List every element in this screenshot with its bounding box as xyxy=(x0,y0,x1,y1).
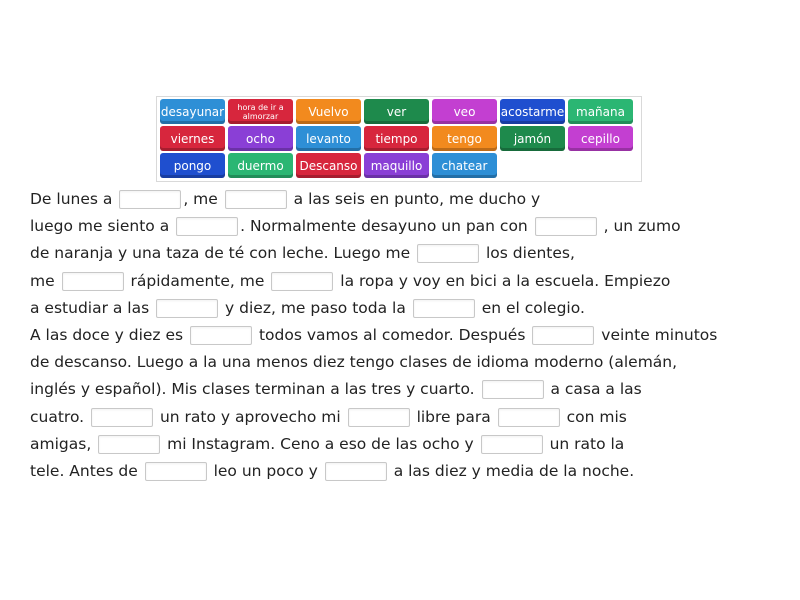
text-segment: veinte minutos xyxy=(596,325,718,344)
word-tile[interactable]: ocho xyxy=(228,126,293,151)
word-tile[interactable]: tengo xyxy=(432,126,497,151)
word-tile[interactable]: cepillo xyxy=(568,126,633,151)
text-segment: y diez, me paso toda la xyxy=(220,298,411,317)
text-segment: de naranja y una taza de té con leche. Luego me xyxy=(30,244,416,263)
answer-blank[interactable] xyxy=(532,326,594,345)
text-line xyxy=(30,458,790,485)
text-segment: un rato y aprovecho mi xyxy=(155,407,346,426)
answer-blank[interactable] xyxy=(482,380,544,399)
text-segment: , me xyxy=(183,190,223,208)
text-segment: a las seis en punto, me ducho y xyxy=(288,190,541,208)
answer-blank[interactable] xyxy=(145,462,207,481)
text-segment: la ropa y voy en bici a la escuela. Empiezo xyxy=(335,271,671,290)
word-tile[interactable]: acostarme xyxy=(500,99,565,124)
text-segment: a las diez y media de la noche. xyxy=(388,461,635,480)
text-line xyxy=(30,213,790,240)
text-segment: amigas, xyxy=(30,434,97,453)
answer-blank[interactable] xyxy=(98,435,160,454)
text-segment: todos vamos al comedor. Después xyxy=(254,325,531,344)
text-segment: me xyxy=(30,271,60,290)
answer-blank[interactable] xyxy=(498,408,560,427)
text-segment: De lunes a xyxy=(30,190,118,208)
text-segment: con mis xyxy=(561,407,627,426)
word-tile[interactable]: tiempo xyxy=(364,126,429,151)
word-tile[interactable]: mañana xyxy=(568,99,633,124)
answer-blank[interactable] xyxy=(62,272,124,291)
text-segment: libre para xyxy=(411,407,496,426)
text-segment: en el colegio. xyxy=(476,298,585,317)
text-segment: a estudiar a las xyxy=(30,298,155,317)
answer-blank[interactable] xyxy=(417,244,479,263)
word-bank xyxy=(156,96,642,182)
answer-blank[interactable] xyxy=(225,190,287,209)
text-line xyxy=(30,186,790,213)
text-segment: leo un poco y xyxy=(208,461,323,480)
text-segment: rápidamente, me xyxy=(125,271,270,290)
answer-blank[interactable] xyxy=(481,435,543,454)
word-tile[interactable]: chatear xyxy=(432,153,497,178)
answer-blank[interactable] xyxy=(190,326,252,345)
word-tile[interactable]: hora de ir a almorzar xyxy=(228,99,293,124)
answer-blank[interactable] xyxy=(91,408,153,427)
answer-blank[interactable] xyxy=(119,190,181,209)
text-segment: , un zumo xyxy=(598,217,681,236)
text-line xyxy=(30,431,790,458)
text-segment: inglés y español). Mis clases terminan a las tres y cuarto. xyxy=(30,380,480,399)
text-segment: A las doce y diez es xyxy=(30,325,189,344)
text-segment: mi Instagram. Ceno a eso de las ocho y xyxy=(162,434,479,453)
text-segment: un rato la xyxy=(544,434,625,453)
text-segment: cuatro. xyxy=(30,407,90,426)
word-tile[interactable]: viernes xyxy=(160,126,225,151)
text-segment: a casa a las xyxy=(545,380,642,399)
word-tile[interactable]: pongo xyxy=(160,153,225,178)
answer-blank[interactable] xyxy=(271,272,333,291)
word-tile[interactable]: levanto xyxy=(296,126,361,151)
word-tile[interactable]: jamón xyxy=(500,126,565,151)
answer-blank[interactable] xyxy=(348,408,410,427)
text-line xyxy=(30,295,790,322)
text-line xyxy=(30,240,790,267)
answer-blank[interactable] xyxy=(535,217,597,236)
text-line xyxy=(30,268,790,295)
text-segment: . Normalmente desayuno un pan con xyxy=(240,217,533,236)
answer-blank[interactable] xyxy=(156,299,218,318)
answer-blank[interactable] xyxy=(413,299,475,318)
text-line xyxy=(30,322,790,349)
answer-blank[interactable] xyxy=(325,462,387,481)
word-tile[interactable]: duermo xyxy=(228,153,293,178)
text-line xyxy=(30,376,790,403)
cloze-text xyxy=(30,186,790,485)
text-segment: los dientes, xyxy=(481,244,575,263)
word-tile[interactable]: maquillo xyxy=(364,153,429,178)
word-tile[interactable]: ver xyxy=(364,99,429,124)
answer-blank[interactable] xyxy=(176,217,238,236)
word-tile[interactable]: Descanso xyxy=(296,153,361,178)
text-line xyxy=(30,404,790,431)
word-tile[interactable]: veo xyxy=(432,99,497,124)
text-segment: de descanso. Luego a la una menos diez tengo clases de idioma moderno (alemán, xyxy=(30,353,678,372)
word-tile[interactable]: Vuelvo xyxy=(296,99,361,124)
text-line xyxy=(30,349,790,376)
word-tile[interactable]: desayunar xyxy=(160,99,225,124)
text-segment: luego me siento a xyxy=(30,217,175,236)
text-segment: tele. Antes de xyxy=(30,461,143,480)
